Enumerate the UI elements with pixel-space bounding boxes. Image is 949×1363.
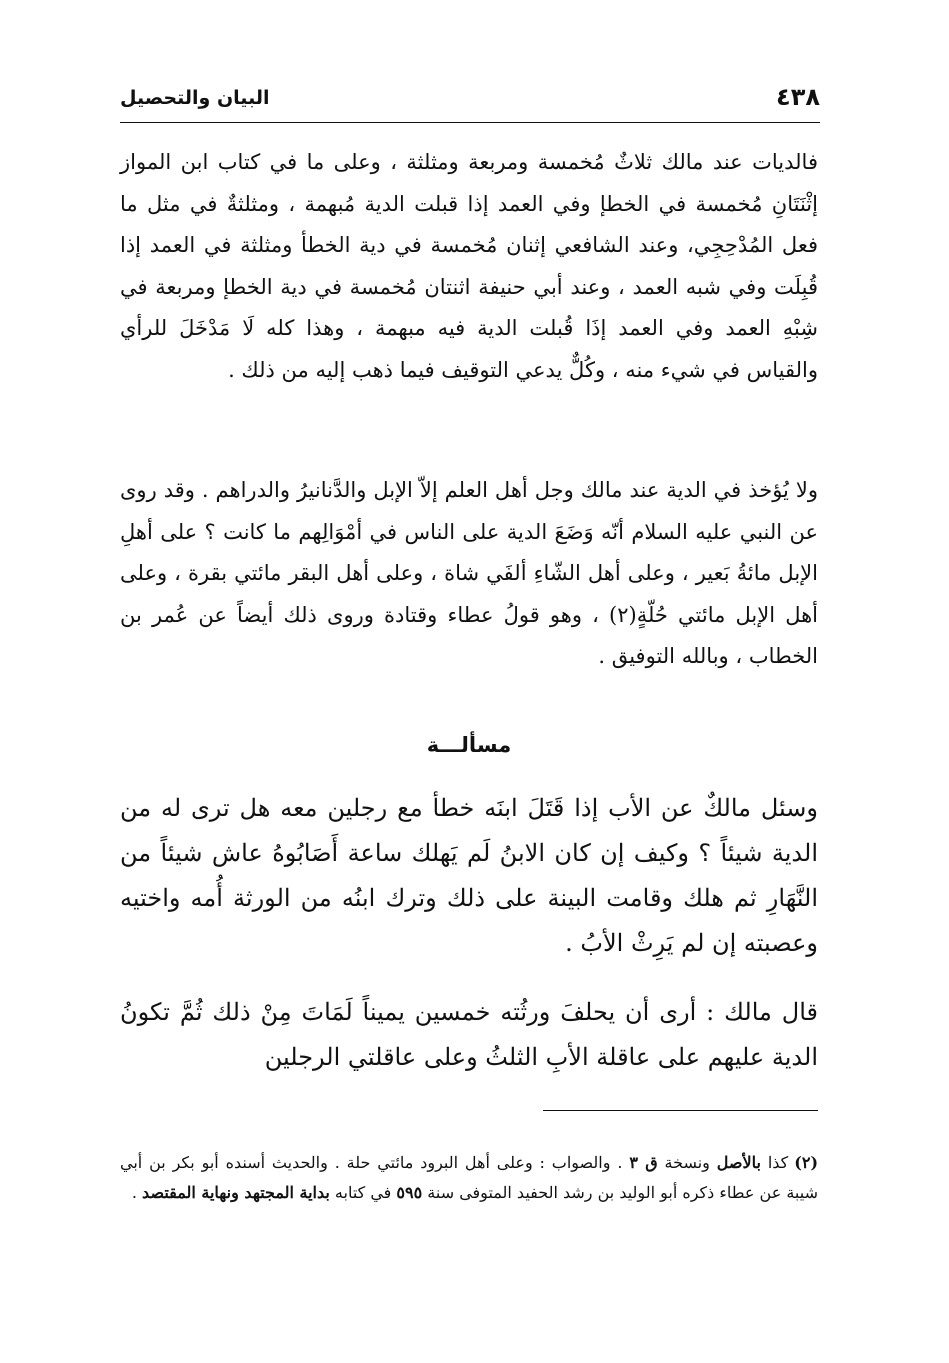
footnote — [120, 1148, 818, 1208]
footnote-text — [120, 1148, 818, 1208]
footnote-divider — [543, 1110, 818, 1111]
header-divider — [120, 122, 820, 123]
page-header — [120, 82, 820, 116]
paragraph-block-2 — [120, 470, 818, 678]
footnote-bold-segment: ٥٩٥ — [396, 1183, 423, 1202]
page-number: ٤٣٨ — [776, 83, 820, 111]
section-heading-block — [120, 728, 818, 762]
book-title: البيان والتحصيل — [120, 87, 270, 109]
body-paragraph: وسئل مالكٌ عن الأب إذا قَتَلَ ابنَه خطأ مع رجلين معه هل ترى له من الدية شيئاً ؟ وكيف إن كان الابنُ لَم يَهلك ساعة أَصَابُوهُ عاش شيئاً من النَّهَارِ ثم هلك وقامت البينة على ذلك وترك ابنُه من الورثة أُمه واختيه وعصبته إن لم يَرِثْ الأبُ . — [120, 794, 818, 957]
footnote-segment: . — [131, 1183, 137, 1202]
body-paragraph: قال مالك : أرى أن يحلفَ ورثُته خمسين يميناً لَمَاتَ مِنْ ذلك ثُمَّ تكونُ الدية عليهم على عاقلة الأبِ الثلثُ وعلى عاقلتي الرجلين — [120, 998, 818, 1071]
footnote-marker: (٢) — [794, 1153, 819, 1172]
footnote-bold-segment: بالأصل — [716, 1153, 761, 1172]
footnote-bold-segment: ق ٣ — [629, 1153, 658, 1172]
footnote-bold-segment: بداية المجتهد ونهاية المقتصد — [142, 1183, 330, 1202]
paragraph-block-1 — [120, 142, 818, 391]
body-paragraph: ولا يُؤخذ في الدية عند مالك وجل أهل العلم إلاّ الإبل والدَّنانيرُ والدراهم . وقد روى عن النبي عليه السلام أنّه وَضَعَ الدية على الناس في أمْوَالِهم ما كانت ؟ على أهلِ الإبل مائةُ بَعير ، وعلى أهل الشّاءِ ألفَي شاة ، وعلى أهل البقر مائتي بقرة ، وعلى أهل الإبل مائتي حُلّةٍ(٢) ، وهو قولُ عطاء وقتادة وروى ذلك أيضاً عن عُمر بن الخطاب ، وبالله التوفيق . — [120, 478, 819, 668]
body-paragraph: فالديات عند مالك ثلاثٌ مُخمسة ومربعة ومثلثة ، وعلى ما في كتاب ابن المواز إثْنَتَانِ مُخمسة في الخطإ وفي العمد إذا قبلت الدية مُبهمة ، ومثلثةٌ في مثل ما فعل المُدْحِجِي، وعند الشافعي إثنان مُخمسة في دية الخطأ ومثلثة في العمد إذا قُبِلَت وفي شبه العمد ، وعند أبي حنيفة اثنتان مُخمسة في دية الخطإ ومربعة في شِبْهِ العمد وفي العمد إذَا قُبلت الدية فيه مبهمة ، وهذا كله لَا مَدْخَلَ للرأي والقياس في شيء منه ، وكُلٌّ يدعي التوقيف فيما ذهب إليه من ذلك . — [120, 150, 818, 382]
paragraph-block-3 — [120, 786, 818, 966]
footnote-segment: كذا — [767, 1153, 789, 1172]
footnote-segment: في كتابه — [334, 1183, 392, 1202]
section-heading: مسألـــة — [426, 733, 512, 757]
paragraph-block-4 — [120, 990, 818, 1080]
footnote-segment: . والصواب : وعلى أهل البرود مائتي حلة . والحديث أسنده أبو بكر بن أبي شيبة عن عطاء ذكره أبو الوليد بن رشد الحفيد المتوفى سنة — [120, 1153, 818, 1202]
footnote-segment: ونسخة — [664, 1153, 710, 1172]
